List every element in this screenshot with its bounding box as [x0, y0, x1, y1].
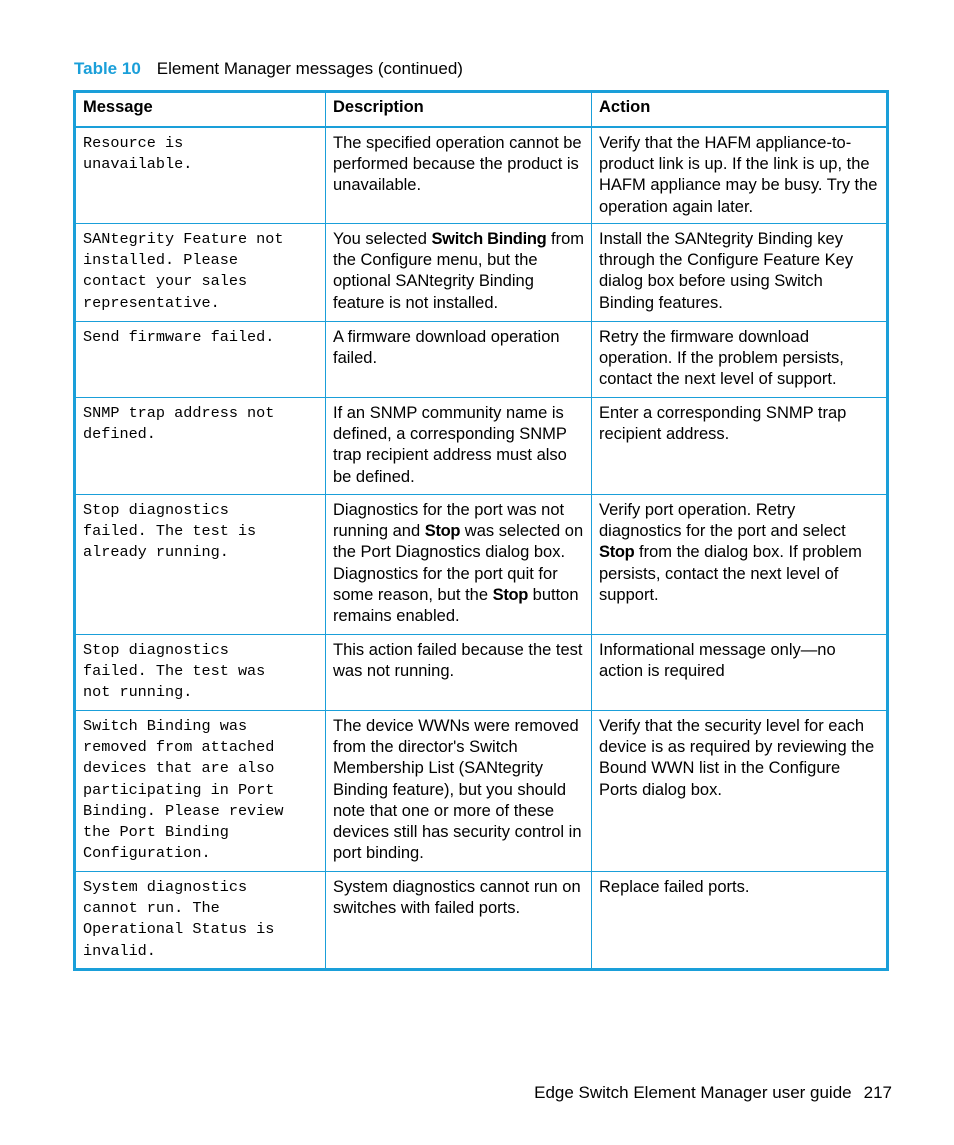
- action-cell: Verify that the HAFM appliance-to-product link is up. If the link is up, the HAFM appliance may be busy. Try the operation again later.: [592, 127, 888, 224]
- table-row: [75, 711, 888, 872]
- page-number: 217: [863, 1083, 892, 1102]
- description-cell: The specified operation cannot be performed because the product is unavailable.: [326, 127, 592, 224]
- message-cell: Stop diagnostics failed. The test was not running.: [75, 635, 326, 711]
- description-text: button remains enabled.: [333, 585, 579, 626]
- table-caption: [74, 58, 463, 80]
- description-cell: The device WWNs were removed from the director's Switch Membership List (SANtegrity Binding feature), but you should note that one or more of these devices still has security control in port binding.: [326, 711, 592, 872]
- action-cell: Install the SANtegrity Binding key through the Configure Feature Key dialog box before using Switch Binding features.: [592, 224, 888, 322]
- messages-table: [73, 90, 889, 971]
- table-row: [75, 872, 888, 970]
- column-header-description: Description: [326, 92, 592, 128]
- column-header-message: Message: [75, 92, 326, 128]
- action-text: Verify port operation. Retry diagnostics for the port and select: [599, 501, 846, 541]
- ui-term-switch-binding: Switch Binding: [431, 230, 547, 248]
- table-row: [75, 127, 888, 224]
- table-row: [75, 495, 888, 635]
- column-header-action: Action: [592, 92, 888, 128]
- action-cell: Retry the firmware download operation. If the problem persists, contact the next level of support.: [592, 322, 888, 398]
- action-cell: Replace failed ports.: [592, 872, 888, 970]
- description-cell: [326, 495, 592, 635]
- footer-title: Edge Switch Element Manager user guide: [534, 1083, 852, 1102]
- description-cell: System diagnostics cannot run on switches with failed ports.: [326, 872, 592, 970]
- message-cell: Stop diagnostics failed. The test is already running.: [75, 495, 326, 635]
- description-text: Diagnostics for the port was not running and: [333, 501, 565, 541]
- message-cell: Switch Binding was removed from attached devices that are also participating in Port Binding. Please review the Port Binding Configuration.: [75, 711, 326, 872]
- table-header-row: [75, 92, 888, 128]
- message-cell: Send firmware failed.: [75, 322, 326, 398]
- message-cell: System diagnostics cannot run. The Operational Status is invalid.: [75, 872, 326, 970]
- description-cell: [326, 224, 592, 322]
- table-row: [75, 398, 888, 495]
- page-footer: [534, 1082, 892, 1104]
- description-text: You selected: [333, 230, 432, 248]
- action-cell: Informational message only—no action is required: [592, 635, 888, 711]
- message-cell: Resource is unavailable.: [75, 127, 326, 224]
- table-number-label: Table 10: [74, 59, 141, 78]
- message-cell: SANtegrity Feature not installed. Please contact your sales representative.: [75, 224, 326, 322]
- description-cell: If an SNMP community name is defined, a corresponding SNMP trap recipient address must also be defined.: [326, 398, 592, 495]
- action-cell: Verify that the security level for each device is as required by reviewing the Bound WWN list in the Configure Ports dialog box.: [592, 711, 888, 872]
- table-row: [75, 322, 888, 398]
- message-cell: SNMP trap address not defined.: [75, 398, 326, 495]
- action-cell: [592, 495, 888, 635]
- ui-term-stop: Stop: [599, 543, 635, 562]
- action-cell: Enter a corresponding SNMP trap recipient address.: [592, 398, 888, 495]
- description-cell: This action failed because the test was not running.: [326, 635, 592, 711]
- table-row: [75, 224, 888, 322]
- description-cell: A firmware download operation failed.: [326, 322, 592, 398]
- table-row: [75, 635, 888, 711]
- table-title: Element Manager messages (continued): [156, 59, 463, 78]
- ui-term-stop: Stop: [492, 585, 529, 604]
- ui-term-stop: Stop: [424, 522, 461, 541]
- description-text: from the Configure menu, but the optional SANtegrity Binding feature is not installed.: [333, 230, 585, 312]
- action-text: from the dialog box. If problem persists, contact the next level of support.: [599, 543, 862, 604]
- description-text: was selected on the Port Diagnostics dialog box. Diagnostics for the port quit for some reason, but the: [333, 522, 584, 604]
